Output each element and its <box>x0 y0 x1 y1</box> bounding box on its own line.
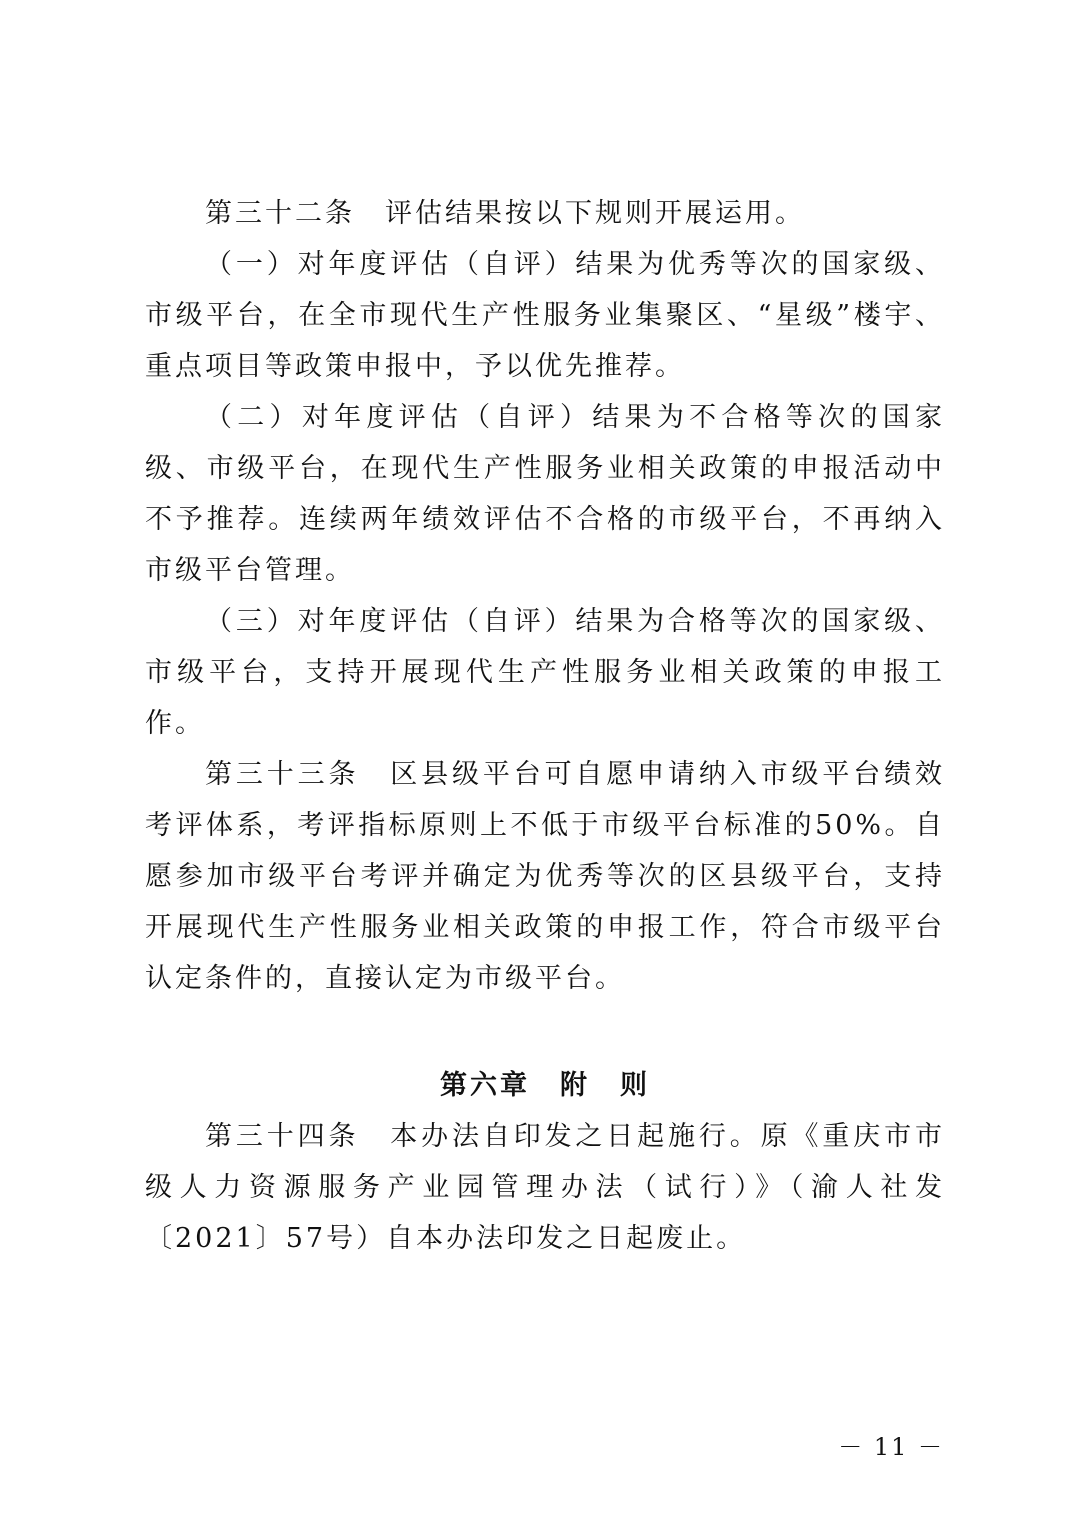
document-body <box>145 188 945 1264</box>
article-32-item-3: （三）对年度评估（自评）结果为合格等次的国家级、市级平台，支持开展现代生产性服务业相关政策的申报工作。 <box>145 606 945 739</box>
article-32-item-2: （二）对年度评估（自评）结果为不合格等次的国家级、市级平台，在现代生产性服务业相关政策的申报活动中不予推荐。连续两年绩效评估不合格的市级平台，不再纳入市级平台管理。 <box>145 402 945 586</box>
article-34-paragraph: 第三十四条 本办法自印发之日起施行。原《重庆市市级人力资源服务产业园管理办法（试行）》（渝人社发〔2021〕57号）自本办法印发之日起废止。 <box>145 1121 945 1254</box>
page-number: － 11 － <box>838 1433 944 1461</box>
article-33-paragraph: 第三十三条 区县级平台可自愿申请纳入市级平台绩效考评体系，考评指标原则上不低于市级平台标准的50%。自愿参加市级平台考评并确定为优秀等次的区县级平台，支持开展现代生产性服务业相关政策的申报工作，符合市级平台认定条件的，直接认定为市级平台。 <box>145 759 945 994</box>
article-32-paragraph: 第三十二条 评估结果按以下规则开展运用。 <box>205 198 805 229</box>
chapter-heading: 第六章 附 则 <box>440 1070 650 1101</box>
article-32-item-1: （一）对年度评估（自评）结果为优秀等次的国家级、市级平台，在全市现代生产性服务业集聚区、“星级”楼宇、重点项目等政策申报中，予以优先推荐。 <box>145 249 945 382</box>
